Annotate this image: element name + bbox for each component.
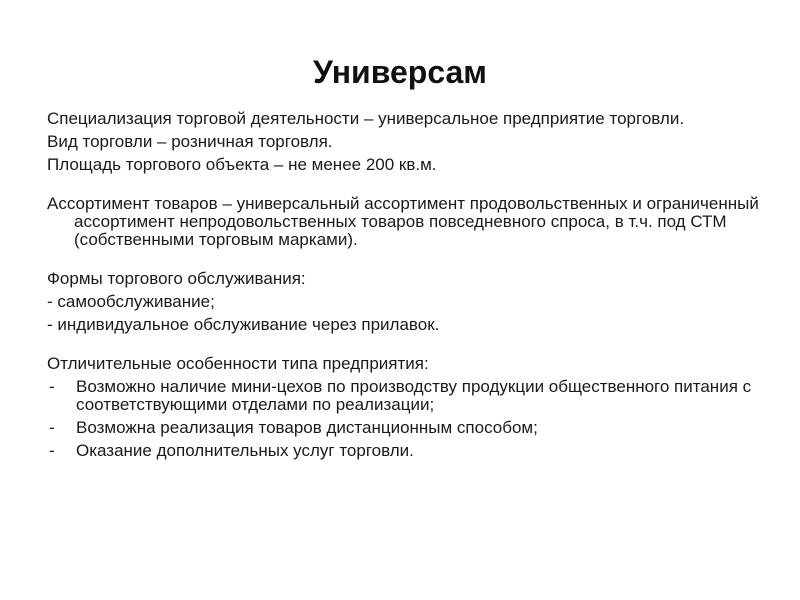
spacer: [47, 339, 767, 355]
assortment-text: Ассортимент товаров – универсальный ассортимент продовольственных и ограниченный ассортимент непродовольственных товаров повседневного спроса, в т.ч. под СТМ (собственными торговым марками).: [47, 194, 759, 249]
list-item: [47, 378, 767, 414]
service-form-item: - индивидуальное обслуживание через прилавок.: [47, 315, 440, 334]
slide-title: Универсам: [313, 54, 487, 90]
dash-bullet-icon: -: [49, 441, 55, 460]
features-list: [47, 378, 767, 460]
feature-text: Оказание дополнительных услуг торговли.: [76, 441, 414, 460]
dash-bullet-icon: -: [49, 377, 55, 396]
slide-content: [47, 110, 767, 465]
features-heading: Отличительные особенности типа предприятия:: [47, 354, 429, 373]
feature-text: Возможно наличие мини-цехов по производству продукции общественного питания с соответствующими отделами по реализации;: [76, 377, 752, 414]
service-form-item: - самообслуживание;: [47, 292, 215, 311]
trade-type-text: Вид торговли – розничная торговля.: [47, 132, 333, 151]
area-text: Площадь торгового объекта – не менее 200 кв.м.: [47, 155, 437, 174]
service-forms-heading: Формы торгового обслуживания:: [47, 269, 306, 288]
list-item: [47, 419, 767, 437]
spacer: [47, 179, 767, 195]
feature-text: Возможна реализация товаров дистанционным способом;: [76, 418, 538, 437]
spacer: [47, 254, 767, 270]
list-item: [47, 442, 767, 460]
specialization-text: Специализация торговой деятельности – универсальное предприятие торговли.: [47, 109, 685, 128]
dash-bullet-icon: -: [49, 418, 55, 437]
